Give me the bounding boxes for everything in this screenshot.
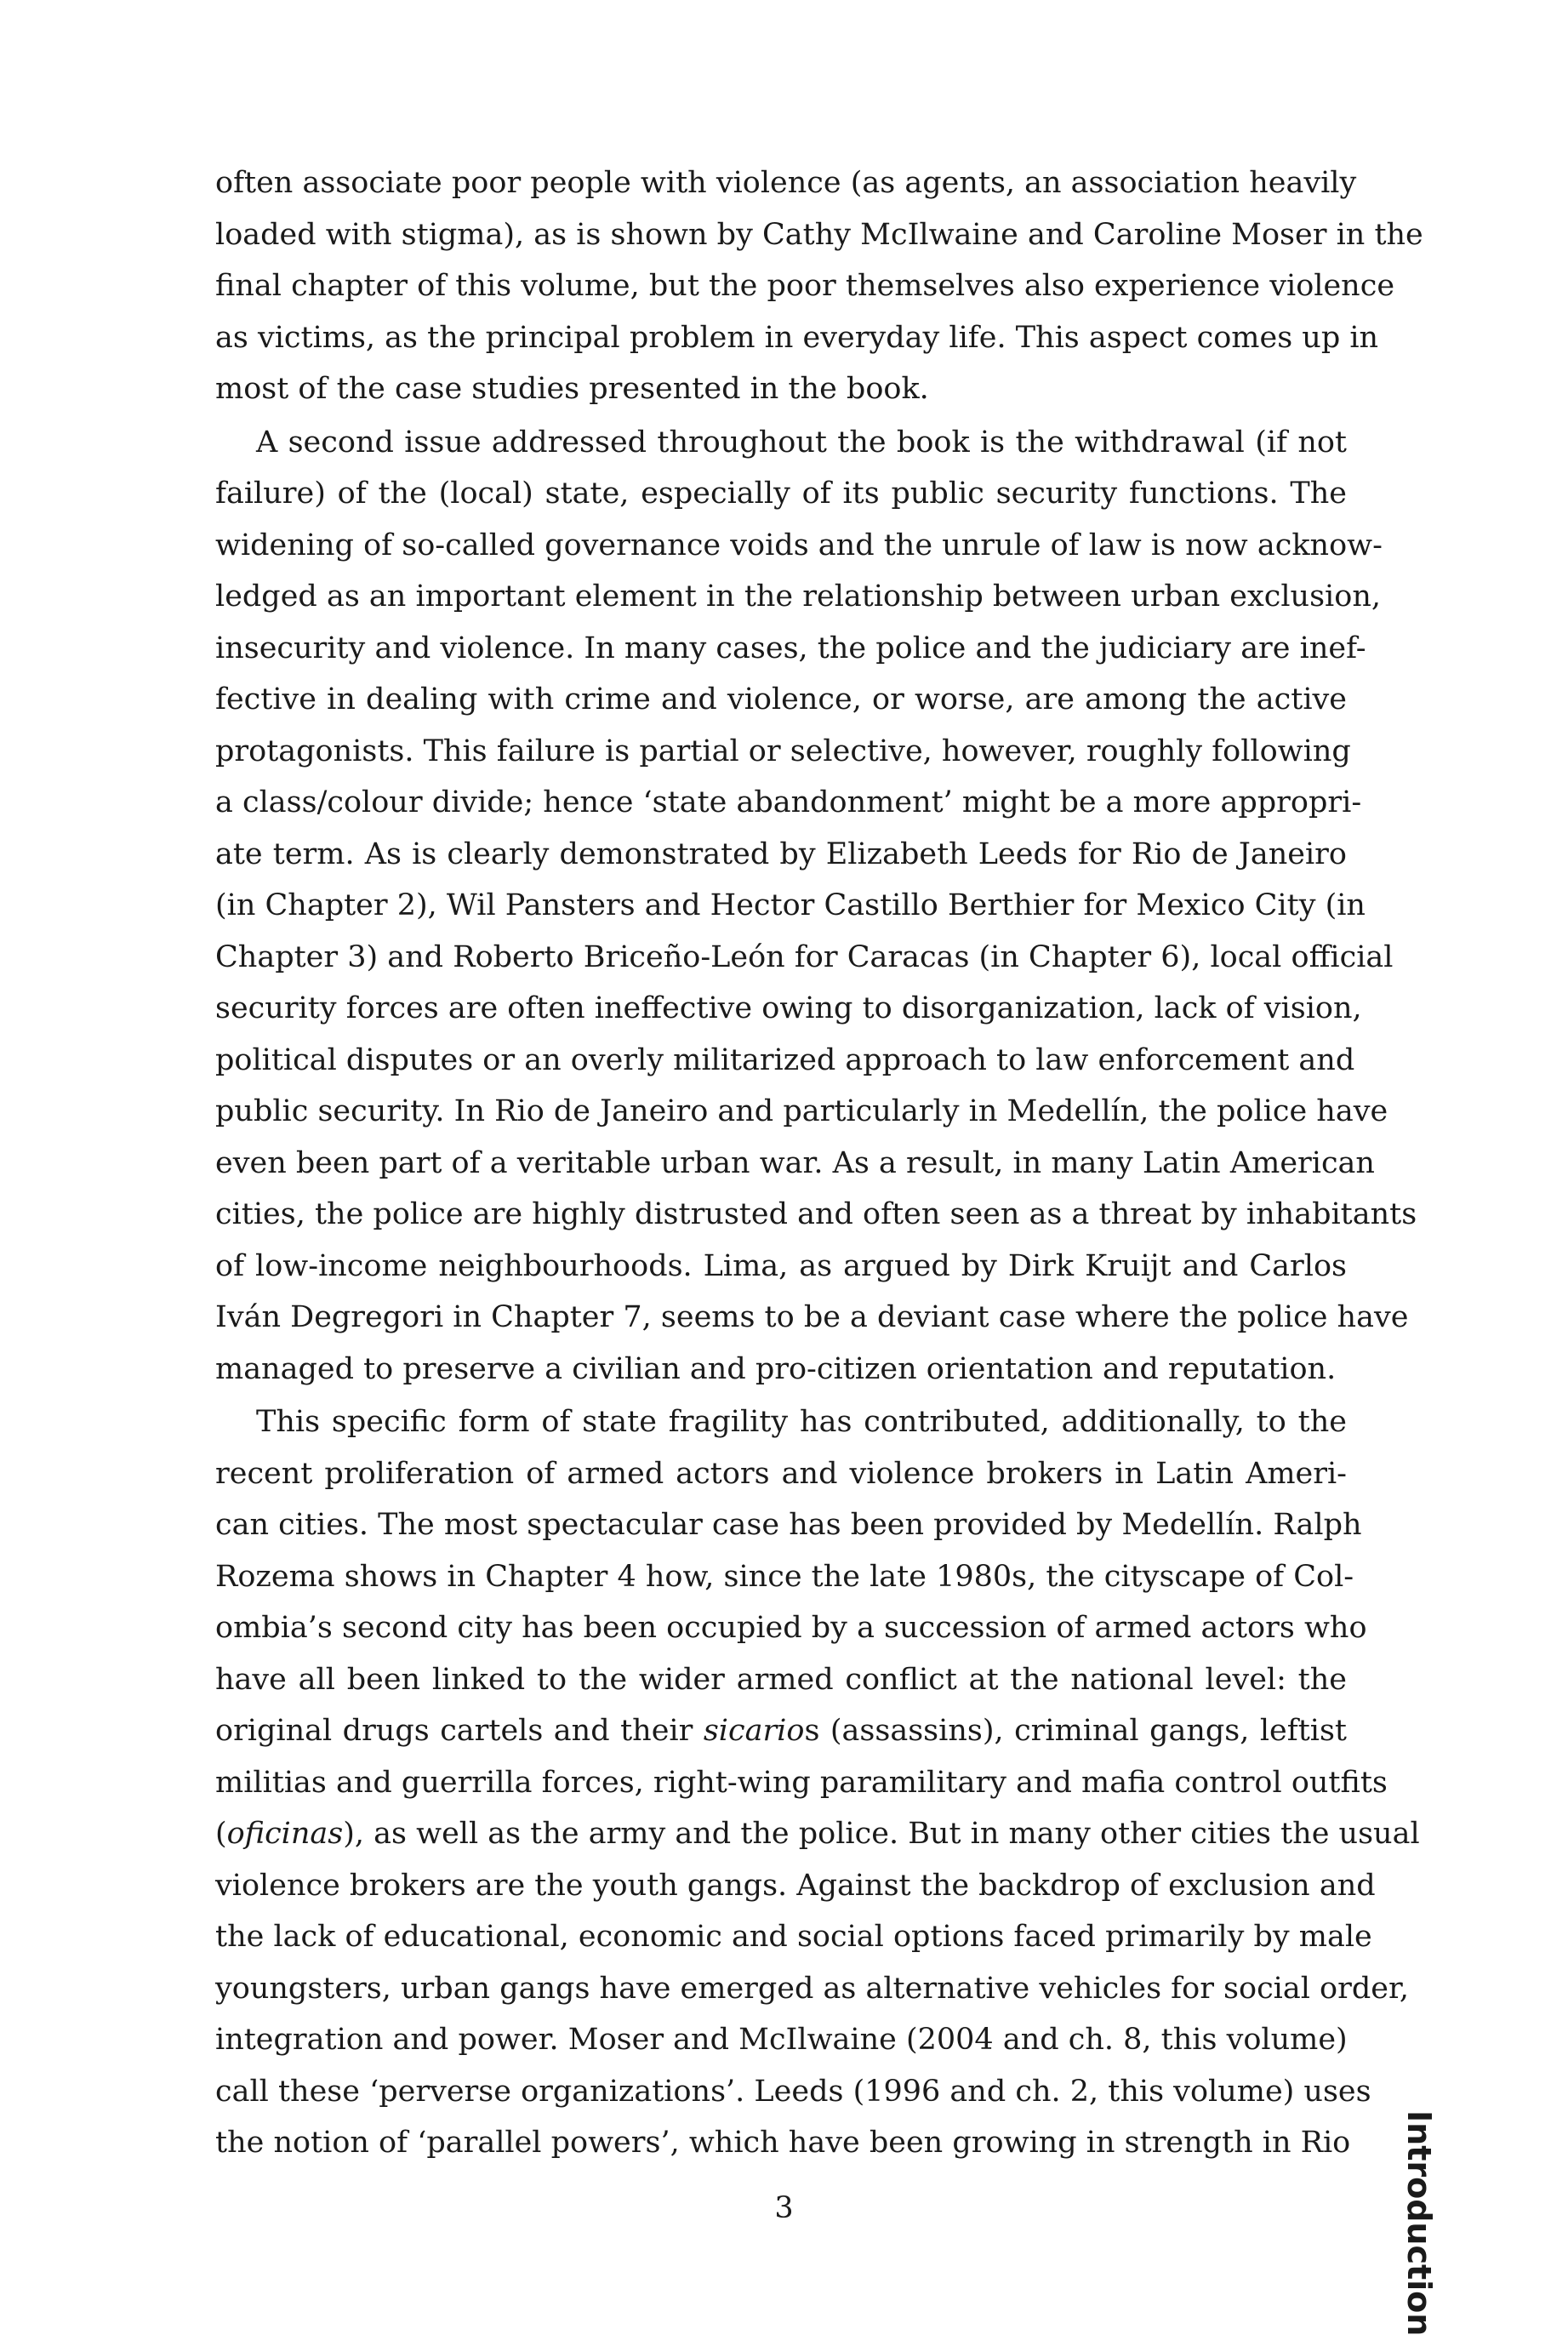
text-line: loaded with stigma), as is shown by Cathy McIlwaine and Caroline Moser in the [215,217,1423,252]
text-line: protagonists. This failure is partial or selective, however, roughly following [215,734,1351,768]
text-line: failure) of the (local) state, especially of its public security functions. The [215,477,1347,511]
text-span: ), as well as the army and the police. But in many other cities the usual [343,1817,1420,1851]
paragraph-1 [215,157,1423,415]
text-line: youngsters, urban gangs have emerged as alternative vehicles for social order, [215,1971,1409,2006]
text-line: as victims, as the principal problem in everyday life. This aspect comes up in [215,320,1379,355]
text-line: integration and power. Moser and McIlwaine (2004 and ch. 8, this volume) [215,2023,1348,2057]
text-span: original drugs cartels and their [215,1714,704,1748]
text-line: political disputes or an overly militarized approach to law enforcement and [215,1042,1355,1077]
text-line: militias and guerrilla forces, right-wing paramilitary and mafia control outfits [215,1765,1388,1800]
text-line: the notion of ‘parallel powers’, which have been growing in strength in Rio [215,2126,1351,2160]
text-line: most of the case studies presented in the book. [215,372,929,406]
text-line: Rozema shows in Chapter 4 how, since the late 1980s, the cityscape of Col- [215,1559,1354,1594]
text-line: A second issue addressed throughout the book is the withdrawal (if not [256,425,1347,460]
text-span: ( [215,1817,227,1851]
page-number: 3 [774,2191,794,2225]
text-line: have all been linked to the wider armed conflict at the national level: the [215,1662,1347,1697]
running-head: Introduction [1400,2110,1438,2337]
text-line: This specific form of state fragility has contributed, additionally, to the [256,1405,1347,1439]
text-line: a class/colour divide; hence ‘state abandonment’ might be a more appropri- [215,785,1362,819]
text-line: widening of so-called governance voids and the unrule of law is now acknow- [215,528,1383,562]
text-span: s (assassins), criminal gangs, leftist [804,1714,1347,1748]
text-line: ate term. As is clearly demonstrated by Elizabeth Leeds for Rio de Janeiro [215,836,1347,871]
text-line: violence brokers are the youth gangs. Against the backdrop of exclusion and [215,1868,1376,1903]
text-line: can cities. The most spectacular case has been provided by Medellín. Ralph [215,1508,1362,1542]
italic-term: sicario [703,1714,805,1748]
text-line: recent proliferation of armed actors and violence brokers in Latin Ameri- [215,1456,1347,1491]
text-line: often associate poor people with violence (as agents, an association heavily [215,166,1357,200]
text-line: cities, the police are highly distrusted and often seen as a threat by inhabitants [215,1197,1417,1231]
text-line: Iván Degregori in Chapter 7, seems to be a deviant case where the police have [215,1300,1409,1334]
text-line: (in Chapter 2), Wil Pansters and Hector Castillo Berthier for Mexico City (in [215,888,1366,922]
text-line: insecurity and violence. In many cases, the police and the judiciary are inef- [215,631,1366,665]
body-text [215,157,1423,2169]
text-line: fective in dealing with crime and violence, or worse, are among the active [215,682,1347,716]
text-line: the lack of educational, economic and social options faced primarily by male [215,1920,1372,1954]
text-line: security forces are often ineffective owing to disorganization, lack of vision, [215,991,1362,1025]
paragraph-3 [215,1396,1420,2169]
text-line: call these ‘perverse organizations’. Leeds (1996 and ch. 2, this volume) uses [215,2074,1371,2109]
text-line: of low-income neighbourhoods. Lima, as argued by Dirk Kruijt and Carlos [215,1248,1347,1283]
italic-term: oficinas [226,1817,344,1851]
text-line: Chapter 3) and Roberto Briceño-León for Caracas (in Chapter 6), local official [215,939,1394,974]
text-line: ledged as an important element in the relationship between urban exclusion, [215,579,1381,614]
text-line [215,1705,1347,1757]
text-line: even been part of a veritable urban war. As a result, in many Latin American [215,1145,1375,1180]
paragraph-2 [215,417,1417,1396]
text-line: managed to preserve a civilian and pro-citizen orientation and reputation. [215,1351,1337,1386]
text-line: ombia’s second city has been occupied by a succession of armed actors who [215,1611,1367,1645]
text-line: final chapter of this volume, but the poor themselves also experience violence [215,269,1395,303]
text-line [215,1808,1420,1860]
text-line: public security. In Rio de Janeiro and particularly in Medellín, the police have [215,1094,1388,1128]
